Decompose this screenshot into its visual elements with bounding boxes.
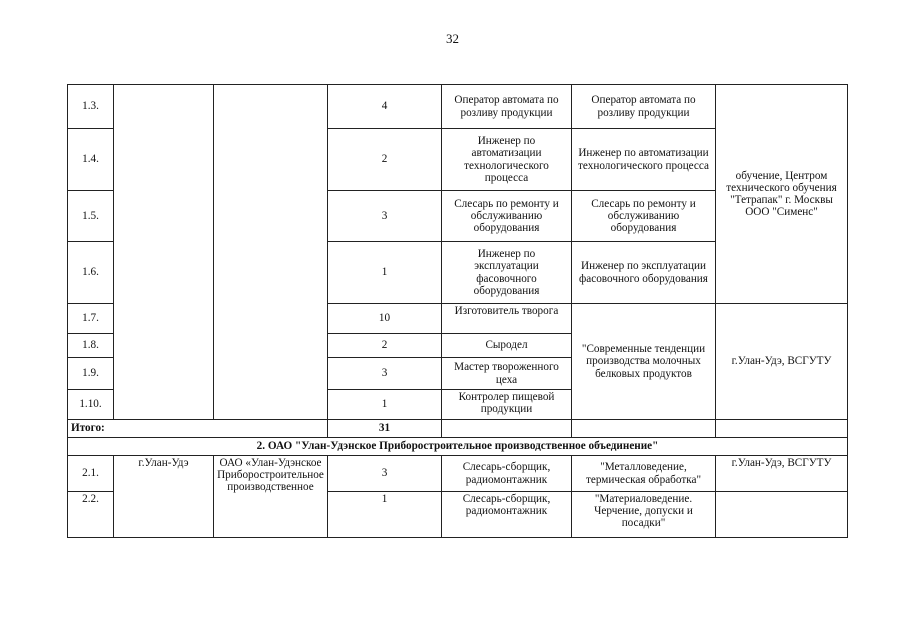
- empty-cell: [442, 420, 572, 438]
- profession-cell: Инженер по эксплуатации фасовочного оборудования: [442, 242, 572, 304]
- total-label: Итого:: [68, 420, 328, 438]
- total-value: 31: [328, 420, 442, 438]
- trainee-count: 3: [328, 358, 442, 390]
- profession-cell: Инженер по автоматизации технологического процесса: [442, 129, 572, 191]
- profession-cell: Контролер пищевой продукции: [442, 390, 572, 420]
- empty-cell: [716, 492, 848, 538]
- empty-cell: [716, 420, 848, 438]
- organization-text: ОАО «Улан-Удэнское Приборостроительное производственное: [217, 457, 324, 494]
- total-row: [68, 420, 848, 438]
- city-cell-empty: [114, 85, 214, 420]
- empty-cell: [572, 420, 716, 438]
- section-heading: 2. ОАО "Улан-Удэнское Приборостроительное производственное объединение": [68, 438, 848, 456]
- row-number: 1.8.: [68, 334, 114, 358]
- section-heading-row: [68, 438, 848, 456]
- trainee-count: 2: [328, 129, 442, 191]
- provider-cell: обучение, Центром технического обучения "Тетрапак" г. Москвы ООО "Сименс": [716, 85, 848, 304]
- row-number: 1.5.: [68, 191, 114, 242]
- trainee-count: 1: [328, 242, 442, 304]
- trainee-count: 4: [328, 85, 442, 129]
- city-cell: г.Улан-Удэ: [114, 456, 214, 538]
- trainee-count: 3: [328, 456, 442, 492]
- row-number: 1.7.: [68, 304, 114, 334]
- provider-cell: г.Улан-Удэ, ВСГУТУ: [716, 304, 848, 420]
- row-number: 1.3.: [68, 85, 114, 129]
- trainee-count: 3: [328, 191, 442, 242]
- profession-cell: Слесарь-сборщик, радиомонтажник: [442, 492, 572, 538]
- row-number: 2.1.: [68, 456, 114, 492]
- row-number: 1.6.: [68, 242, 114, 304]
- profession-cell: Оператор автомата по розливу продукции: [442, 85, 572, 129]
- profession-cell: Мастер твороженного цеха: [442, 358, 572, 390]
- profession-cell: Слесарь-сборщик, радиомонтажник: [442, 456, 572, 492]
- course-cell: Инженер по автоматизации технологического процесса: [572, 129, 716, 191]
- table-row: [68, 85, 848, 129]
- course-cell: Слесарь по ремонту и обслуживанию оборудования: [572, 191, 716, 242]
- trainee-count: 1: [328, 390, 442, 420]
- row-number: 1.4.: [68, 129, 114, 191]
- row-number: 1.9.: [68, 358, 114, 390]
- row-number: 2.2.: [68, 492, 114, 538]
- profession-cell: Изготовитель творога: [442, 304, 572, 334]
- course-cell: Инженер по эксплуатации фасовочного оборудования: [572, 242, 716, 304]
- table-row: [68, 456, 848, 492]
- course-cell: "Материаловедение. Черчение, допуски и посадки": [572, 492, 716, 538]
- organization-cell: [214, 456, 328, 538]
- profession-cell: Сыродел: [442, 334, 572, 358]
- course-cell: "Металловедение, термическая обработка": [572, 456, 716, 492]
- trainee-count: 1: [328, 492, 442, 538]
- training-table: [67, 84, 848, 538]
- course-group-cell: "Современные тенденции производства молочных белковых продуктов: [572, 304, 716, 420]
- profession-cell: Слесарь по ремонту и обслуживанию оборудования: [442, 191, 572, 242]
- row-number: 1.10.: [68, 390, 114, 420]
- organization-cell-empty: [214, 85, 328, 420]
- provider-cell: г.Улан-Удэ, ВСГУТУ: [716, 456, 848, 492]
- trainee-count: 2: [328, 334, 442, 358]
- course-cell: Оператор автомата по розливу продукции: [572, 85, 716, 129]
- page-number: 32: [446, 31, 459, 46]
- trainee-count: 10: [328, 304, 442, 334]
